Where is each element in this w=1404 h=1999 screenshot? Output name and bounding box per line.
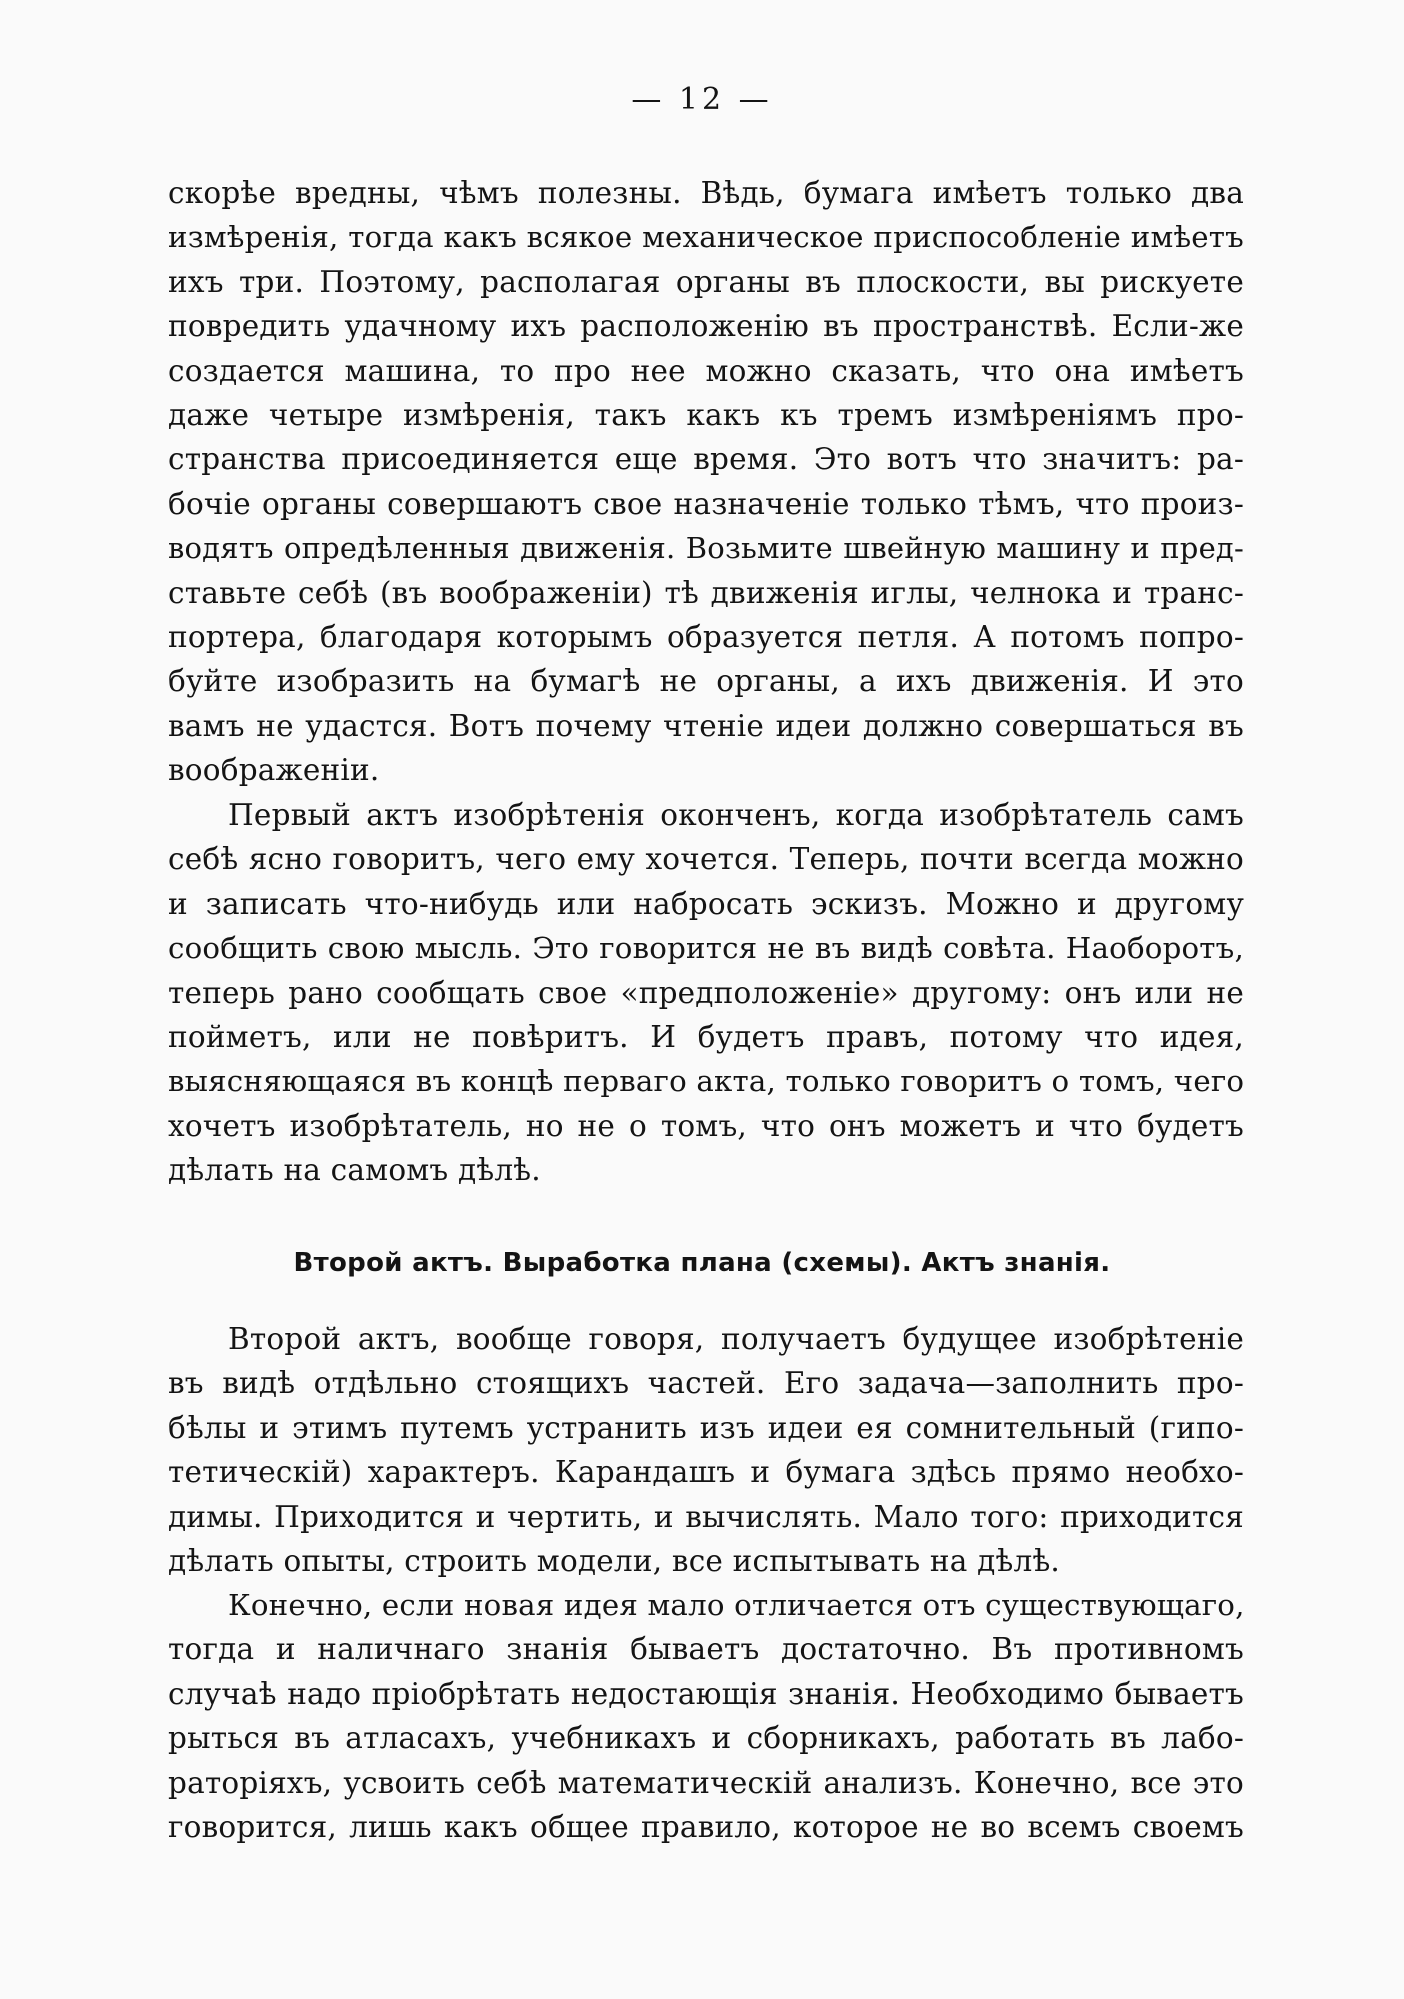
text-line: димы. Приходится и чертить, и вычислять. Мало того: приходится (168, 1499, 1244, 1534)
paragraph-knowledge (168, 1583, 1244, 1849)
paragraph-first-act (168, 793, 1244, 1193)
text-line: воображеніи. (168, 753, 380, 788)
paragraph-continued (168, 171, 1244, 792)
text-line: ставьте себѣ (въ воображеніи) тѣ движенія иглы, челнока и транс- (168, 575, 1244, 610)
text-line: рыться въ атласахъ, учебникахъ и сборникахъ, работать въ лабо- (168, 1721, 1244, 1756)
text-line: и записать что-нибудь или набросать эскизъ. Можно и другому (168, 886, 1244, 921)
text-line: ихъ три. Поэтому, располагая органы въ плоскости, вы рискуете (168, 264, 1244, 299)
text-line: буйте изобразить на бумагѣ не органы, а ихъ движенія. И это (168, 664, 1244, 699)
page-number: — 12 — (631, 82, 773, 117)
text-line: Второй актъ, вообще говоря, получаетъ будущее изобрѣтеніе (228, 1322, 1244, 1356)
text-line: въ видѣ отдѣльно стоящихъ частей. Его задача—заполнить про- (168, 1366, 1244, 1401)
text-line: тогда и наличнаго знанія бываетъ достаточно. Въ противномъ (168, 1632, 1244, 1667)
text-line: хочетъ изобрѣтатель, но не о томъ, что онъ можетъ и что будетъ (168, 1108, 1244, 1143)
text-line: себѣ ясно говоритъ, чего ему хочется. Теперь, почти всегда можно (168, 842, 1244, 877)
text-line: странства присоединяется еще время. Это вотъ что значитъ: ра- (168, 442, 1244, 477)
text-line: бочіе органы совершаютъ свое назначеніе только тѣмъ, что произ- (168, 486, 1244, 521)
text-line: портера, благодаря которымъ образуется петля. А потомъ попро- (168, 619, 1244, 654)
text-line: теперь рано сообщать свое «предположеніе» другому: онъ или не (168, 975, 1244, 1010)
text-line: случаѣ надо пріобрѣтать недостающія знанія. Необходимо бываетъ (168, 1676, 1244, 1711)
paragraph-second-act (168, 1317, 1244, 1583)
text-line: скорѣе вредны, чѣмъ полезны. Вѣдь, бумага имѣетъ только два (168, 176, 1244, 210)
text-line: раторіяхъ, усвоить себѣ математическій анализъ. Конечно, все это (168, 1765, 1244, 1800)
text-line: выясняющаяся въ концѣ перваго акта, только говоритъ о томъ, чего (168, 1064, 1245, 1099)
text-line: даже четыре измѣренія, такъ какъ къ тремъ измѣреніямъ про- (168, 397, 1244, 432)
text-line: говорится, лишь какъ общее правило, которое не во всемъ своемъ (168, 1809, 1244, 1844)
text-line: водятъ опредѣленныя движенія. Возьмите швейную машину и пред- (168, 531, 1244, 566)
text-line: сообщить свою мысль. Это говорится не въ видѣ совѣта. Наоборотъ, (168, 931, 1244, 966)
text-line: вамъ не удастся. Вотъ почему чтеніе идеи должно совершаться въ (168, 708, 1244, 743)
text-line: Первый актъ изобрѣтенія оконченъ, когда изобрѣтатель самъ (228, 798, 1244, 832)
text-line: тетическій) характеръ. Карандашъ и бумага здѣсь прямо необхо- (168, 1455, 1244, 1490)
section-heading: Второй актъ. Выработка плана (схемы). Актъ знанія. (293, 1248, 1111, 1278)
text-line: Конечно, если новая идея мало отличается отъ существующаго, (228, 1588, 1245, 1622)
text-line: дѣлать на самомъ дѣлѣ. (168, 1153, 541, 1188)
text-line: повредить удачному ихъ расположенію въ пространствѣ. Если-же (168, 309, 1244, 344)
text-line: дѣлать опыты, строить модели, все испытывать на дѣлѣ. (168, 1543, 1061, 1578)
text-line: создается машина, то про нее можно сказать, что она имѣетъ (168, 353, 1244, 388)
text-line: бѣлы и этимъ путемъ устранить изъ идеи ея сомнительный (гипо- (168, 1410, 1244, 1445)
text-line: измѣренія, тогда какъ всякое механическое приспособленіе имѣетъ (168, 220, 1244, 255)
text-line: пойметъ, или не повѣритъ. И будетъ правъ, потому что идея, (168, 1019, 1244, 1054)
